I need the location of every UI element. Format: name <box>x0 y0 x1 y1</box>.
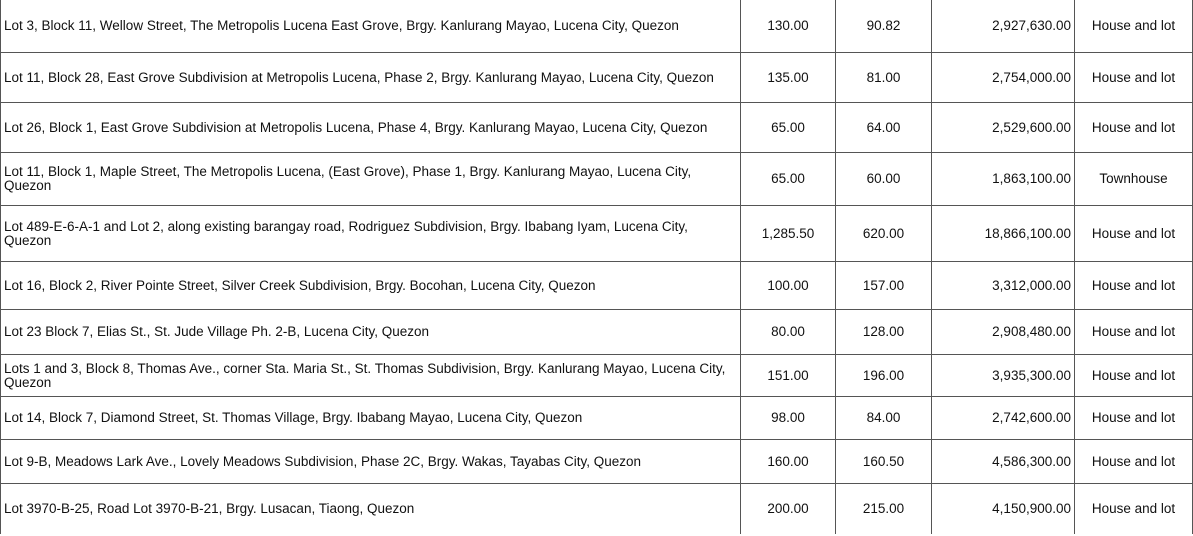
table-row <box>1 440 1193 484</box>
property-type: House and lot <box>1075 206 1193 262</box>
floor-area: 215.00 <box>836 484 932 534</box>
floor-area: 160.50 <box>836 440 932 484</box>
lot-area: 160.00 <box>741 440 836 484</box>
property-location: Lot 14, Block 7, Diamond Street, St. Thomas Village, Brgy. Ibabang Mayao, Lucena City, Quezon <box>1 397 741 440</box>
property-location: Lot 3970-B-25, Road Lot 3970-B-21, Brgy. Lusacan, Tiaong, Quezon <box>1 484 741 534</box>
property-type: House and lot <box>1075 440 1193 484</box>
table-row <box>1 53 1193 103</box>
property-type: House and lot <box>1075 262 1193 310</box>
property-type: House and lot <box>1075 397 1193 440</box>
property-type: House and lot <box>1075 484 1193 534</box>
floor-area: 64.00 <box>836 103 932 153</box>
property-type: House and lot <box>1075 103 1193 153</box>
table-row <box>1 0 1193 53</box>
floor-area: 620.00 <box>836 206 932 262</box>
lot-area: 1,285.50 <box>741 206 836 262</box>
selling-price: 3,312,000.00 <box>932 262 1075 310</box>
table-row <box>1 262 1193 310</box>
selling-price: 1,863,100.00 <box>932 153 1075 206</box>
property-type: House and lot <box>1075 53 1193 103</box>
property-location: Lot 16, Block 2, River Pointe Street, Silver Creek Subdivision, Brgy. Bocohan, Lucena City, Quezon <box>1 262 741 310</box>
floor-area: 157.00 <box>836 262 932 310</box>
selling-price: 18,866,100.00 <box>932 206 1075 262</box>
table-row <box>1 310 1193 355</box>
lot-area: 130.00 <box>741 0 836 53</box>
table-row <box>1 103 1193 153</box>
lot-area: 135.00 <box>741 53 836 103</box>
property-type: House and lot <box>1075 310 1193 355</box>
selling-price: 2,754,000.00 <box>932 53 1075 103</box>
table-row <box>1 484 1193 534</box>
floor-area: 196.00 <box>836 355 932 397</box>
floor-area: 81.00 <box>836 53 932 103</box>
property-location: Lot 11, Block 28, East Grove Subdivision at Metropolis Lucena, Phase 2, Brgy. Kanlurang Mayao, Lucena City, Quezon <box>1 53 741 103</box>
lot-area: 65.00 <box>741 103 836 153</box>
table-row <box>1 206 1193 262</box>
table-row <box>1 355 1193 397</box>
selling-price: 2,927,630.00 <box>932 0 1075 53</box>
property-location: Lot 11, Block 1, Maple Street, The Metropolis Lucena, (East Grove), Phase 1, Brgy. Kanlurang Mayao, Lucena City, Quezon <box>1 153 741 206</box>
lot-area: 98.00 <box>741 397 836 440</box>
selling-price: 3,935,300.00 <box>932 355 1075 397</box>
property-location: Lot 9-B, Meadows Lark Ave., Lovely Meadows Subdivision, Phase 2C, Brgy. Wakas, Tayabas City, Quezon <box>1 440 741 484</box>
lot-area: 151.00 <box>741 355 836 397</box>
floor-area: 128.00 <box>836 310 932 355</box>
floor-area: 90.82 <box>836 0 932 53</box>
selling-price: 4,150,900.00 <box>932 484 1075 534</box>
property-type: House and lot <box>1075 355 1193 397</box>
floor-area: 60.00 <box>836 153 932 206</box>
selling-price: 4,586,300.00 <box>932 440 1075 484</box>
table-row <box>1 397 1193 440</box>
selling-price: 2,742,600.00 <box>932 397 1075 440</box>
property-type: Townhouse <box>1075 153 1193 206</box>
lot-area: 100.00 <box>741 262 836 310</box>
property-type: House and lot <box>1075 0 1193 53</box>
property-location: Lots 1 and 3, Block 8, Thomas Ave., corner Sta. Maria St., St. Thomas Subdivision, Brgy. Kanlurang Mayao, Lucena City, Quezon <box>1 355 741 397</box>
selling-price: 2,529,600.00 <box>932 103 1075 153</box>
floor-area: 84.00 <box>836 397 932 440</box>
lot-area: 80.00 <box>741 310 836 355</box>
selling-price: 2,908,480.00 <box>932 310 1075 355</box>
property-location: Lot 23 Block 7, Elias St., St. Jude Village Ph. 2-B, Lucena City, Quezon <box>1 310 741 355</box>
table-row <box>1 153 1193 206</box>
lot-area: 200.00 <box>741 484 836 534</box>
lot-area: 65.00 <box>741 153 836 206</box>
property-location: Lot 489-E-6-A-1 and Lot 2, along existing barangay road, Rodriguez Subdivision, Brgy. Ibabang Iyam, Lucena City, Quezon <box>1 206 741 262</box>
property-location: Lot 3, Block 11, Wellow Street, The Metropolis Lucena East Grove, Brgy. Kanlurang Mayao, Lucena City, Quezon <box>1 0 741 53</box>
property-location: Lot 26, Block 1, East Grove Subdivision at Metropolis Lucena, Phase 4, Brgy. Kanlurang Mayao, Lucena City, Quezon <box>1 103 741 153</box>
